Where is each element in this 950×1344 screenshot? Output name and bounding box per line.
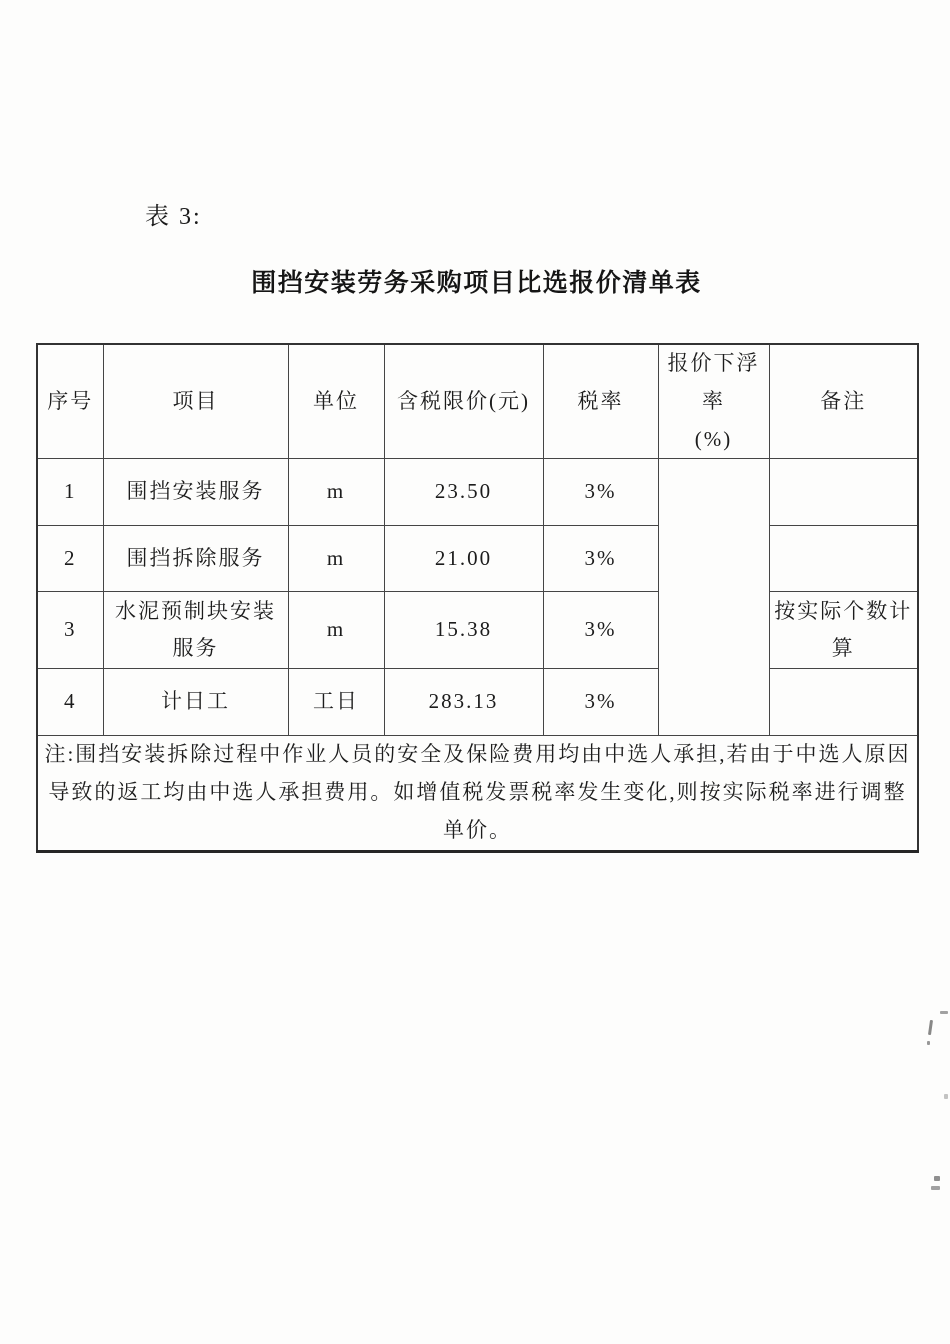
table-row <box>37 459 918 526</box>
document-title: 围挡安装劳务采购项目比选报价清单表 <box>251 270 702 297</box>
scan-artifact <box>940 1011 948 1014</box>
table-row <box>37 526 918 592</box>
header-unit: 单位 <box>288 344 384 459</box>
cell-no: 2 <box>37 526 103 592</box>
cell-price: 15.38 <box>384 592 543 669</box>
cell-remark: 按实际个数计算 <box>769 592 918 669</box>
cell-tax-rate: 3% <box>543 669 658 736</box>
cell-item: 围挡安装服务 <box>103 459 288 526</box>
cell-price: 21.00 <box>384 526 543 592</box>
quotation-table <box>36 343 919 853</box>
header-no: 序号 <box>37 344 103 459</box>
document-title-wrap <box>36 263 917 299</box>
cell-unit: m <box>288 459 384 526</box>
cell-discount-rate-merged <box>658 459 769 736</box>
scan-artifact <box>944 1094 948 1099</box>
cell-no: 3 <box>37 592 103 669</box>
header-discount-rate <box>658 344 769 459</box>
scan-artifact <box>931 1186 940 1190</box>
cell-remark <box>769 526 918 592</box>
cell-no: 1 <box>37 459 103 526</box>
scan-artifact <box>934 1176 940 1181</box>
cell-price: 23.50 <box>384 459 543 526</box>
header-discount-line1: 报价下浮率 <box>667 351 760 413</box>
cell-item: 计日工 <box>103 669 288 736</box>
cell-no: 4 <box>37 669 103 736</box>
scan-artifact <box>928 1020 933 1035</box>
header-item: 项目 <box>103 344 288 459</box>
cell-price: 283.13 <box>384 669 543 736</box>
cell-tax-rate: 3% <box>543 526 658 592</box>
table-number-label: 表 3: <box>145 204 202 230</box>
table-row <box>37 669 918 736</box>
cell-remark <box>769 459 918 526</box>
header-discount-line2: (%) <box>694 426 733 451</box>
cell-tax-rate: 3% <box>543 592 658 669</box>
table-note-row <box>37 736 918 851</box>
cell-unit: m <box>288 592 384 669</box>
header-tax-rate: 税率 <box>543 344 658 459</box>
header-remark: 备注 <box>769 344 918 459</box>
table-row <box>37 592 918 669</box>
cell-item: 水泥预制块安装服务 <box>103 592 288 669</box>
table-note: 注:围挡安装拆除过程中作业人员的安全及保险费用均由中选人承担,若由于中选人原因导致的返工均由中选人承担费用。如增值税发票税率发生变化,则按实际税率进行调整单价。 <box>37 736 918 851</box>
cell-item: 围挡拆除服务 <box>103 526 288 592</box>
cell-unit: m <box>288 526 384 592</box>
scan-artifact <box>927 1041 930 1045</box>
cell-tax-rate: 3% <box>543 459 658 526</box>
cell-unit: 工日 <box>288 669 384 736</box>
header-price: 含税限价(元) <box>384 344 543 459</box>
cell-remark <box>769 669 918 736</box>
table-header-row <box>37 344 918 459</box>
